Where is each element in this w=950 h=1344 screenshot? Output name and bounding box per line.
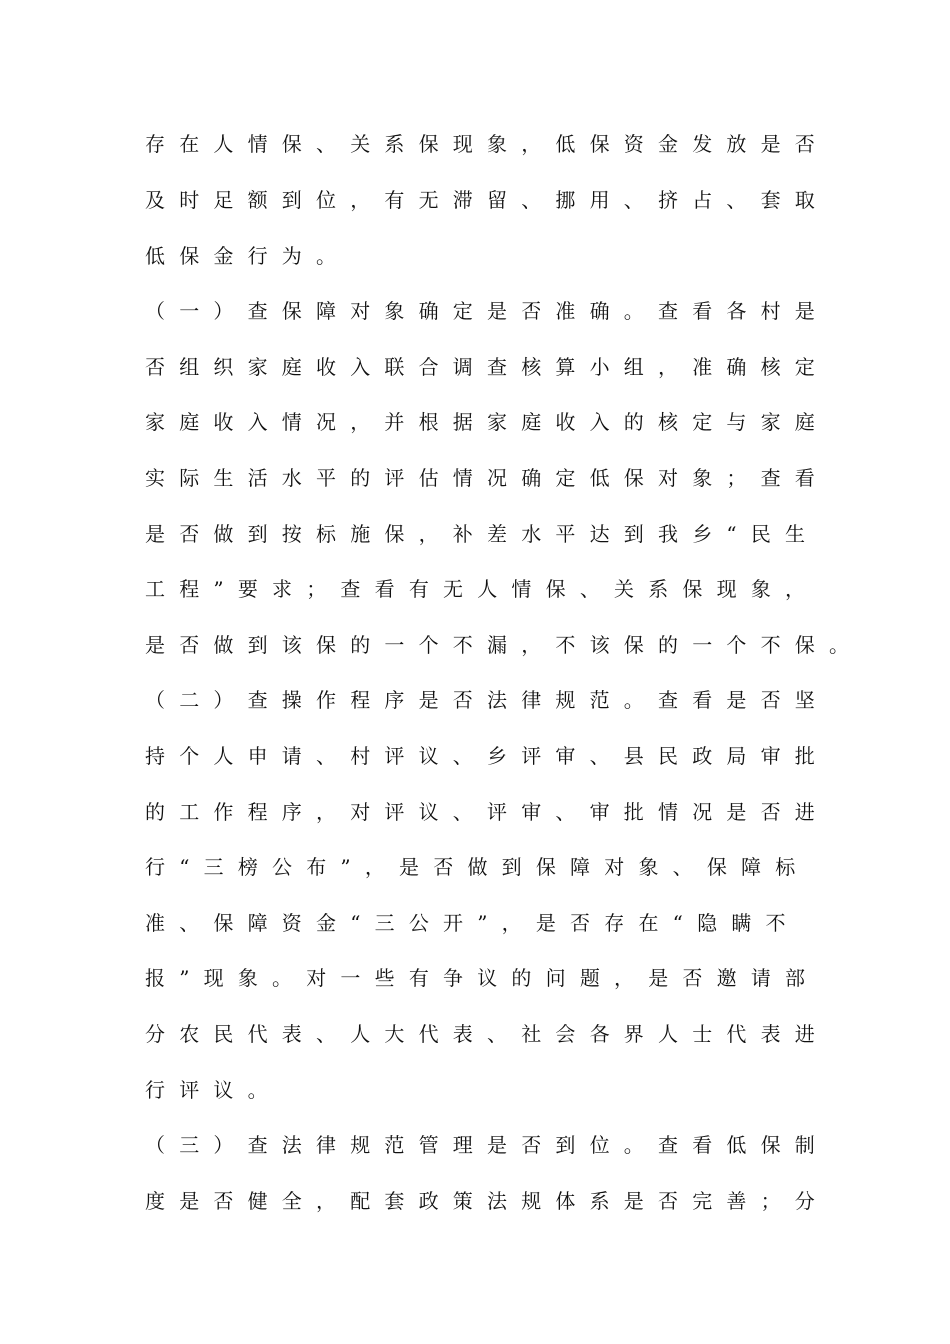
text-line: 度是否健全，配套政策法规体系是否完善；分 (145, 1189, 829, 1213)
text-line: 行评议。 (145, 1078, 282, 1102)
text-line: （二）查操作程序是否法律规范。查看是否坚 (145, 688, 829, 712)
text-line: 存在人情保、关系保现象，低保资金发放是否 (145, 132, 829, 156)
text-line: 否组织家庭收入联合调查核算小组，准确核定 (145, 355, 829, 379)
text-line: 低保金行为。 (145, 244, 351, 268)
text-line: 是否做到按标施保，补差水平达到我乡“民生 (145, 522, 820, 546)
text-line: 报”现象。对一些有争议的问题，是否邀请部 (145, 966, 820, 990)
text-line: 准、保障资金“三公开”，是否存在“隐瞒不 (145, 911, 800, 935)
text-line: 家庭收入情况，并根据家庭收入的核定与家庭 (145, 410, 829, 434)
text-line: 工程”要求；查看有无人情保、关系保现象， (145, 577, 820, 601)
text-line: 是否做到该保的一个不漏，不该保的一个不保。 (145, 633, 864, 657)
text-line: （一）查保障对象确定是否准确。查看各村是 (145, 299, 829, 323)
text-line: 持个人申请、村评议、乡评审、县民政局审批 (145, 744, 829, 768)
text-line: 分农民代表、人大代表、社会各界人士代表进 (145, 1022, 829, 1046)
text-line: 行“三榜公布”，是否做到保障对象、保障标 (145, 855, 810, 879)
text-line: 及时足额到位，有无滞留、挪用、挤占、套取 (145, 188, 829, 212)
text-line: 的工作程序，对评议、评审、审批情况是否进 (145, 800, 829, 824)
text-line: 实际生活水平的评估情况确定低保对象；查看 (145, 466, 829, 490)
text-line: （三）查法律规范管理是否到位。查看低保制 (145, 1133, 829, 1157)
